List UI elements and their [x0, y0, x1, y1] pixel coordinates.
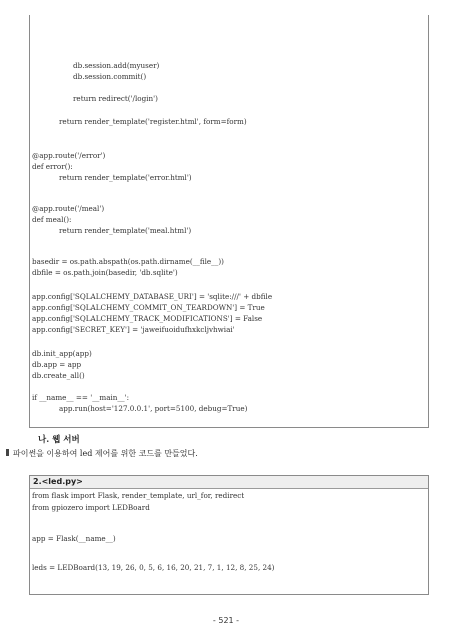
code-line: basedir = os.path.abspath(os.path.dirname(__file__)): [32, 257, 224, 266]
section-description: 파이썬을 이용하여 led 제어를 위한 코드를 만들었다.: [13, 449, 198, 458]
code-line: db.create_all(): [32, 371, 85, 380]
code-line: db.session.add(myuser): [73, 61, 160, 70]
code-block-title-text: 2.<led.py>: [33, 477, 83, 486]
code-line: db.app = app: [32, 360, 82, 369]
code-line: @app.route('/meal'): [32, 204, 105, 213]
code-line: db.init_app(app): [32, 349, 92, 358]
code-line: from gpiozero import LEDBoard: [32, 503, 150, 512]
code-line: app.config['SQLALCHEMY_DATABASE_URI'] = 'sqlite:///' + dbfile: [32, 292, 273, 301]
bullet-mark: [6, 449, 9, 456]
code-line: db.session.commit(): [73, 72, 147, 81]
section-heading: 나. 웹 서버: [38, 435, 80, 445]
code-block-led: [29, 475, 429, 595]
code-line: dbfile = os.path.join(basedir, 'db.sqlite'): [32, 268, 178, 277]
code-line: return redirect('/login'): [73, 94, 158, 103]
code-line: if __name__ == '__main__':: [32, 393, 129, 402]
code-line: leds = LEDBoard(13, 19, 26, 0, 5, 6, 16, 20, 21, 7, 1, 12, 8, 25, 24): [32, 563, 275, 572]
code-line: return render_template('meal.html'): [59, 226, 192, 235]
page-number: - 521 -: [212, 616, 240, 625]
code-line: from flask import Flask, render_template, url_for, redirect: [32, 491, 245, 500]
code-line: app.run(host='127.0.0.1', port=5100, debug=True): [59, 404, 248, 413]
code-line: app.config['SECRET_KEY'] = 'jaweifuoidufhxkcljvhwiai': [32, 325, 235, 334]
code-line: app = Flask(__name__): [32, 534, 116, 543]
code-line: def meal():: [32, 215, 72, 224]
code-block-title: [30, 476, 428, 489]
code-block-app: [29, 15, 429, 428]
code-line: return render_template('error.html'): [59, 173, 192, 182]
code-line: def error():: [32, 162, 73, 171]
code-line: @app.route('/error'): [32, 151, 106, 160]
code-line: app.config['SQLALCHEMY_TRACK_MODIFICATIONS'] = False: [32, 314, 263, 323]
code-line: app.config['SQLALCHEMY_COMMIT_ON_TEARDOWN'] = True: [32, 303, 265, 312]
code-line: return render_template('register.html', form=form): [59, 117, 247, 126]
